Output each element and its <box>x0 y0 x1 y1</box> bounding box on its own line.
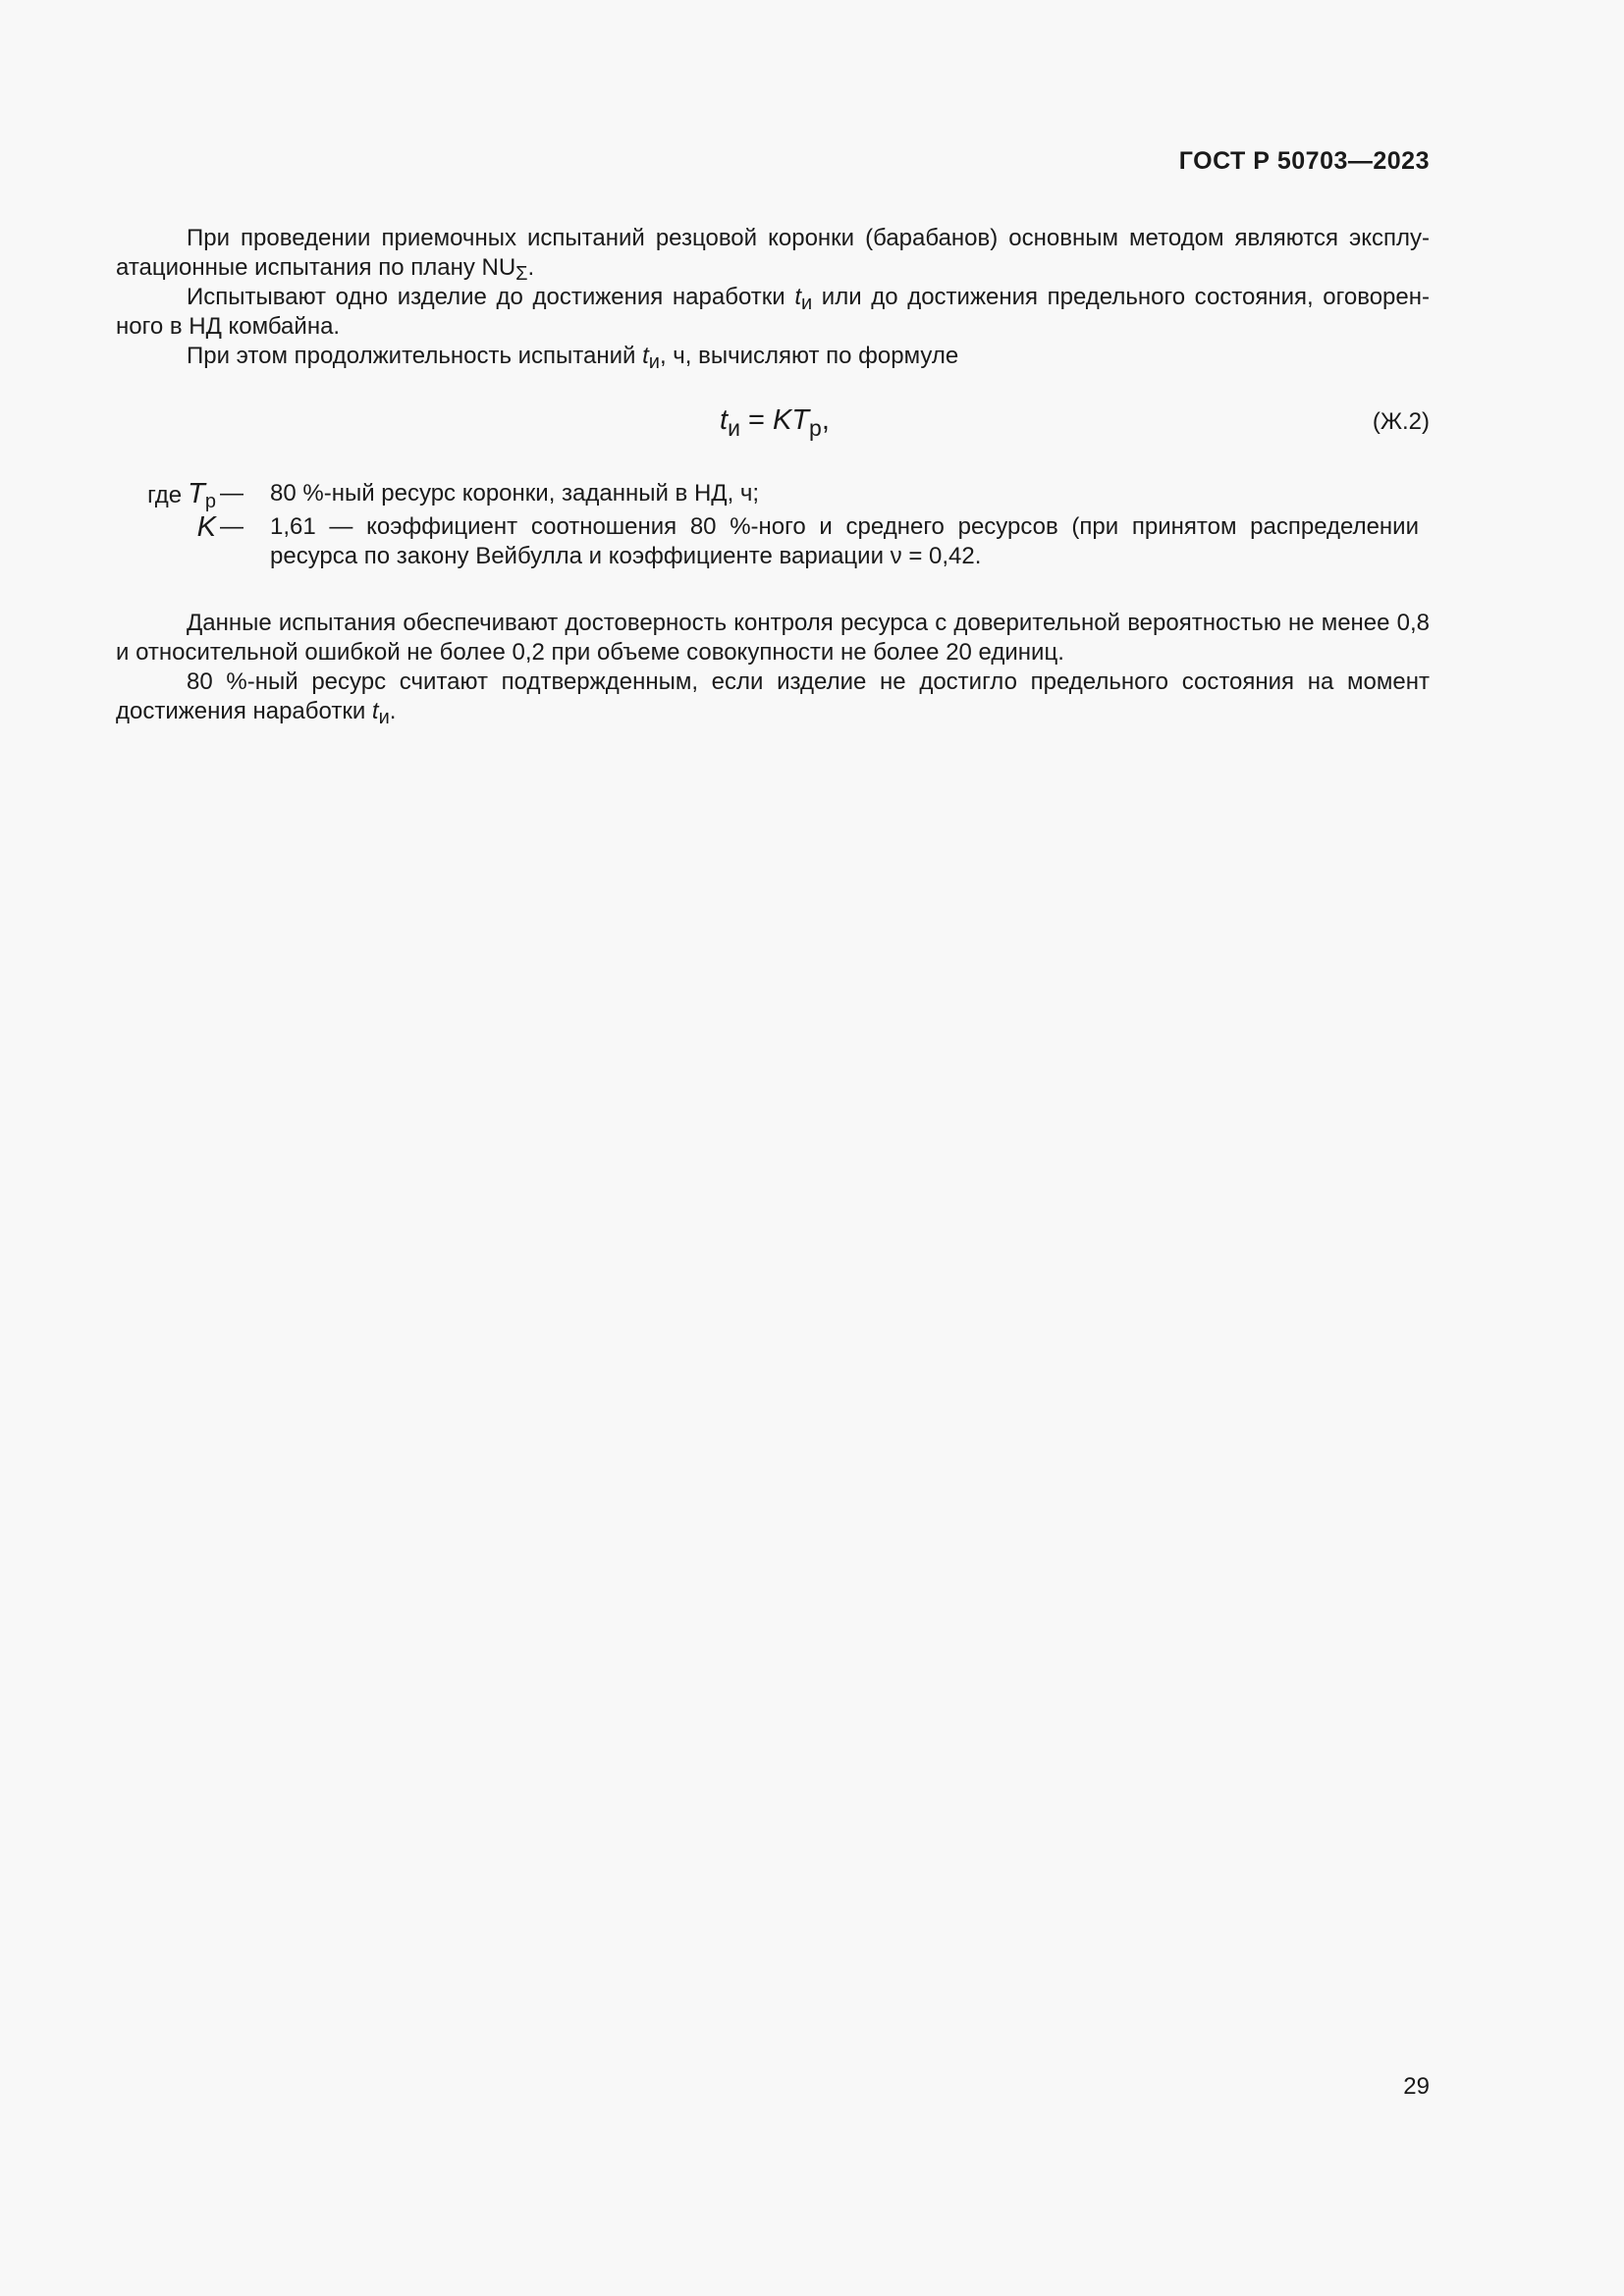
standard-header: ГОСТ Р 50703—2023 <box>1178 147 1430 175</box>
where-intro: где <box>147 482 183 508</box>
formula-tail: , <box>821 404 830 436</box>
variable-subscript: и <box>378 707 390 728</box>
variable-t: t <box>642 343 649 369</box>
plan-subscript: Σ <box>515 263 528 285</box>
definition-label <box>128 479 216 510</box>
paragraph-acceptance-tests <box>116 224 1430 283</box>
paragraph-duration <box>116 342 1430 371</box>
symbol-T: T <box>188 478 205 509</box>
definition-text: 80 %-ный ресурс коронки, заданный в НД, ч; <box>270 480 760 507</box>
symbol-subscript: р <box>204 491 216 512</box>
conclusion-text-block <box>116 609 1430 726</box>
formula-rhs-var: KT <box>772 404 810 436</box>
definition-dash: — <box>220 480 244 507</box>
paragraph-text: При проведении приемочных испытаний резцовой коронки (барабанов) основным методом являются эксплу-атационные испытания по плану NU <box>116 225 1430 281</box>
definition-text: 1,61 — коэффициент соотношения 80 %-ного и среднего ресурсов (при принятом распределении ресурса по закону Вейбулла и коэффициенте вариации ν = 0,42. <box>270 513 1419 569</box>
definition-label <box>128 512 216 544</box>
paragraph-test-procedure <box>116 283 1430 342</box>
paragraph-tail: . <box>527 254 535 281</box>
formula-zh2 <box>0 404 1624 444</box>
definition-row-tp <box>116 478 1432 512</box>
definition-dash: — <box>220 513 244 540</box>
where-definitions <box>116 479 1432 575</box>
paragraph-tail: , ч, вычисляют по формуле <box>659 343 959 369</box>
variable-subscript: и <box>648 351 660 373</box>
page-number: 29 <box>1403 2073 1430 2100</box>
paragraph-text: При этом продолжительность испытаний <box>187 343 643 369</box>
formula-expression <box>720 404 830 441</box>
formula-lhs-sub: и <box>728 415 740 441</box>
variable-subscript: и <box>801 293 813 314</box>
intro-text-block <box>116 224 1430 371</box>
symbol-K: K <box>196 511 216 543</box>
formula-equals: = <box>739 404 773 436</box>
paragraph-reliability <box>116 609 1430 667</box>
paragraph-tail: или до достижения предельного состояния, оговорен-ного в НД комбайна. <box>116 284 1430 340</box>
paragraph-text: Данные испытания обеспечивают достоверность контроля ресурса с доверительной вероятностью не менее 0,8 и относительной ошибкой не более 0,2 при объеме совокупности не более 20 единиц. <box>116 610 1430 666</box>
paragraph-text: 80 %-ный ресурс считают подтвержденным, если изделие не достигло предельного состояния на момент достижения наработки <box>116 668 1430 724</box>
variable-t: t <box>371 698 379 724</box>
definition-row-k <box>116 512 1432 571</box>
formula-rhs-sub: р <box>809 415 822 441</box>
paragraph-text: Испытывают одно изделие до достижения наработки <box>187 284 795 310</box>
formula-lhs-var: t <box>720 404 729 436</box>
paragraph-confirmation <box>116 667 1430 726</box>
paragraph-tail: . <box>389 698 397 724</box>
formula-number: (Ж.2) <box>1372 408 1430 435</box>
variable-t: t <box>794 284 801 310</box>
